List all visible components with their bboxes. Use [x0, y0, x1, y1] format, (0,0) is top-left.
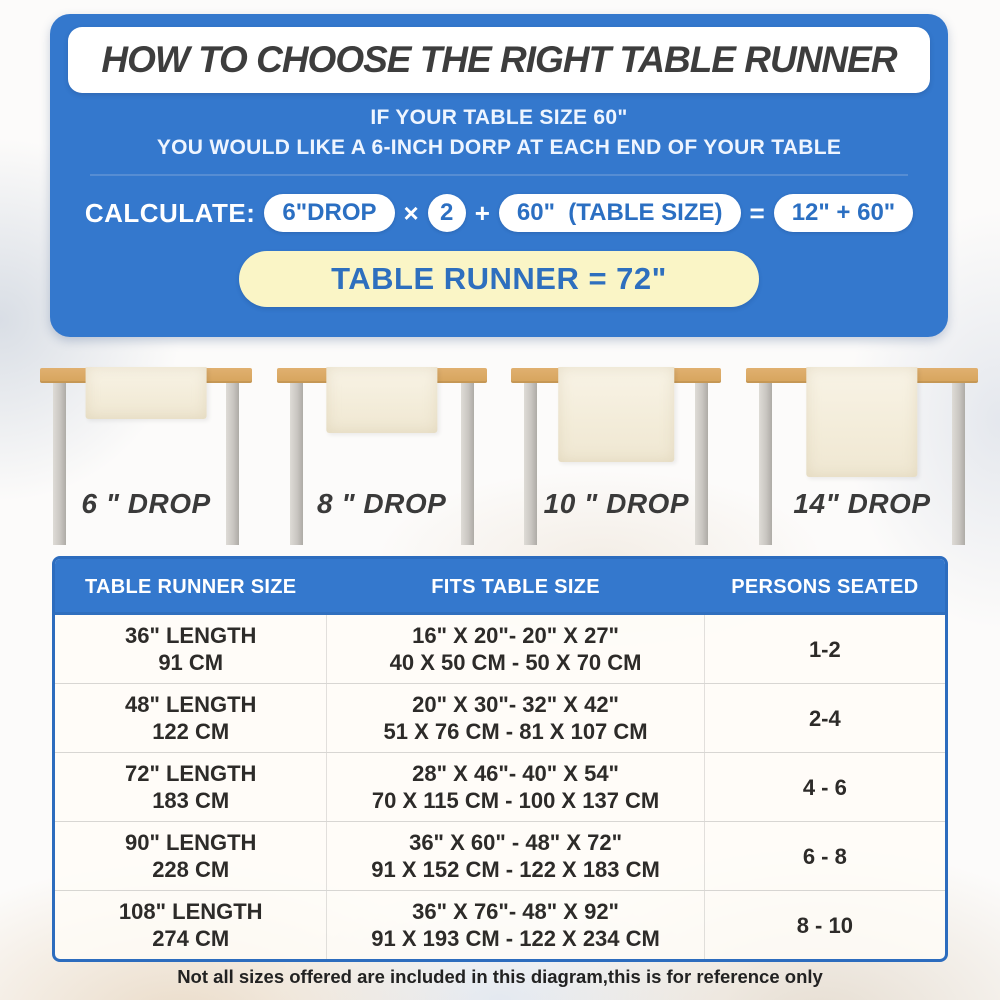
length-cm: 183 CM [152, 788, 230, 813]
table-illustration-14in [746, 362, 978, 552]
persons-cell: 1-2 [808, 636, 841, 662]
fits-size-cell [326, 822, 704, 890]
table-illustration-8in [277, 362, 487, 552]
table-illustration-6in [40, 362, 252, 552]
fits-size-cell [326, 615, 704, 683]
fits-inches: 36" X 76"- 48" X 92" [412, 899, 619, 924]
plus-sign: + [474, 197, 490, 228]
fits-cm: 40 X 50 CM - 50 X 70 CM [389, 650, 642, 675]
column-header-persons-seated: PERSONS SEATED [731, 575, 919, 598]
length-cm: 228 CM [152, 857, 230, 882]
runner-drape [326, 367, 437, 433]
title-banner [68, 27, 930, 93]
runner-size-cell [55, 760, 326, 814]
runner-drape [559, 367, 675, 462]
fits-inches: 36" X 60" - 48" X 72" [409, 830, 623, 855]
runner-size-cell [55, 829, 326, 883]
drop-label-8in: 8 " DROP [317, 488, 447, 519]
calculate-label: CALCULATE: [84, 197, 256, 228]
subtitle-line-1: IF YOUR TABLE SIZE 60" [370, 106, 628, 129]
table-size-pill: 60" (TABLE SIZE) [499, 194, 741, 232]
fits-inches: 28" X 46"- 40" X 54" [412, 761, 619, 786]
persons-cell: 6 - 8 [802, 843, 847, 869]
fits-inches: 16" X 20"- 20" X 27" [412, 623, 619, 648]
runner-size-cell [55, 622, 326, 676]
table-row [55, 890, 945, 959]
fits-cm: 91 X 193 CM - 122 X 234 CM [371, 926, 660, 951]
drop-illustrations [40, 362, 978, 552]
fits-size-cell [326, 891, 704, 959]
divider [90, 174, 908, 176]
result-pill: 12" + 60" [774, 194, 914, 232]
equals-sign: = [749, 197, 765, 228]
multiplier-badge: 2 [428, 194, 466, 232]
table-leg-right [952, 383, 965, 545]
fits-cm: 51 X 76 CM - 81 X 107 CM [383, 719, 648, 744]
header-panel [50, 14, 948, 337]
table-leg-right [461, 383, 474, 545]
table-row [55, 683, 945, 752]
fits-size-cell [326, 684, 704, 752]
drop-value-pill: 6"DROP [264, 194, 394, 232]
drop-label-14in: 14" DROP [793, 488, 931, 519]
length-cm: 274 CM [152, 926, 230, 951]
drop-label-6in: 6 " DROP [81, 488, 211, 519]
length-inches: 36" LENGTH [124, 623, 257, 648]
table-leg-left [759, 383, 772, 545]
table-illustration-10in [511, 362, 721, 552]
persons-cell: 8 - 10 [796, 912, 853, 938]
length-inches: 90" LENGTH [124, 830, 257, 855]
page-title: HOW TO CHOOSE THE RIGHT TABLE RUNNER [101, 39, 897, 80]
disclaimer-note: Not all sizes offered are included in this diagram,this is for reference only [177, 966, 823, 987]
table-leg-left [53, 383, 66, 545]
table-leg-right [226, 383, 239, 545]
persons-cell: 4 - 6 [802, 774, 847, 800]
fits-size-cell [326, 753, 704, 821]
drop-label-10in: 10 " DROP [543, 488, 689, 519]
length-cm: 122 CM [152, 719, 230, 744]
multiply-sign: × [403, 197, 419, 228]
runner-size-cell [55, 898, 326, 952]
persons-cell: 2-4 [808, 705, 841, 731]
runner-size-cell [55, 691, 326, 745]
runner-drape [806, 367, 917, 477]
size-chart-table [52, 556, 948, 962]
runner-drape [86, 367, 207, 419]
table-row [55, 821, 945, 890]
column-header-fits-table-size: FITS TABLE SIZE [431, 575, 600, 598]
table-leg-left [524, 383, 537, 545]
length-inches: 72" LENGTH [124, 761, 257, 786]
fits-cm: 70 X 115 CM - 100 X 137 CM [371, 788, 660, 813]
length-inches: 108" LENGTH [118, 899, 263, 924]
table-leg-right [695, 383, 708, 545]
calculation-formula [50, 191, 948, 235]
subtitle-line-2: YOU WOULD LIKE A 6-INCH DORP AT EACH END OF YOUR TABLE [156, 136, 842, 159]
length-inches: 48" LENGTH [124, 692, 257, 717]
length-cm: 91 CM [158, 650, 224, 675]
fits-inches: 20" X 30"- 32" X 42" [412, 692, 619, 717]
table-row [55, 615, 945, 683]
total-runner-length-pill: TABLE RUNNER = 72" [239, 251, 759, 307]
table-row [55, 752, 945, 821]
column-header-runner-size: TABLE RUNNER SIZE [85, 575, 297, 598]
fits-cm: 91 X 152 CM - 122 X 183 CM [371, 857, 660, 882]
table-leg-left [290, 383, 303, 545]
table-header-row [55, 559, 945, 615]
